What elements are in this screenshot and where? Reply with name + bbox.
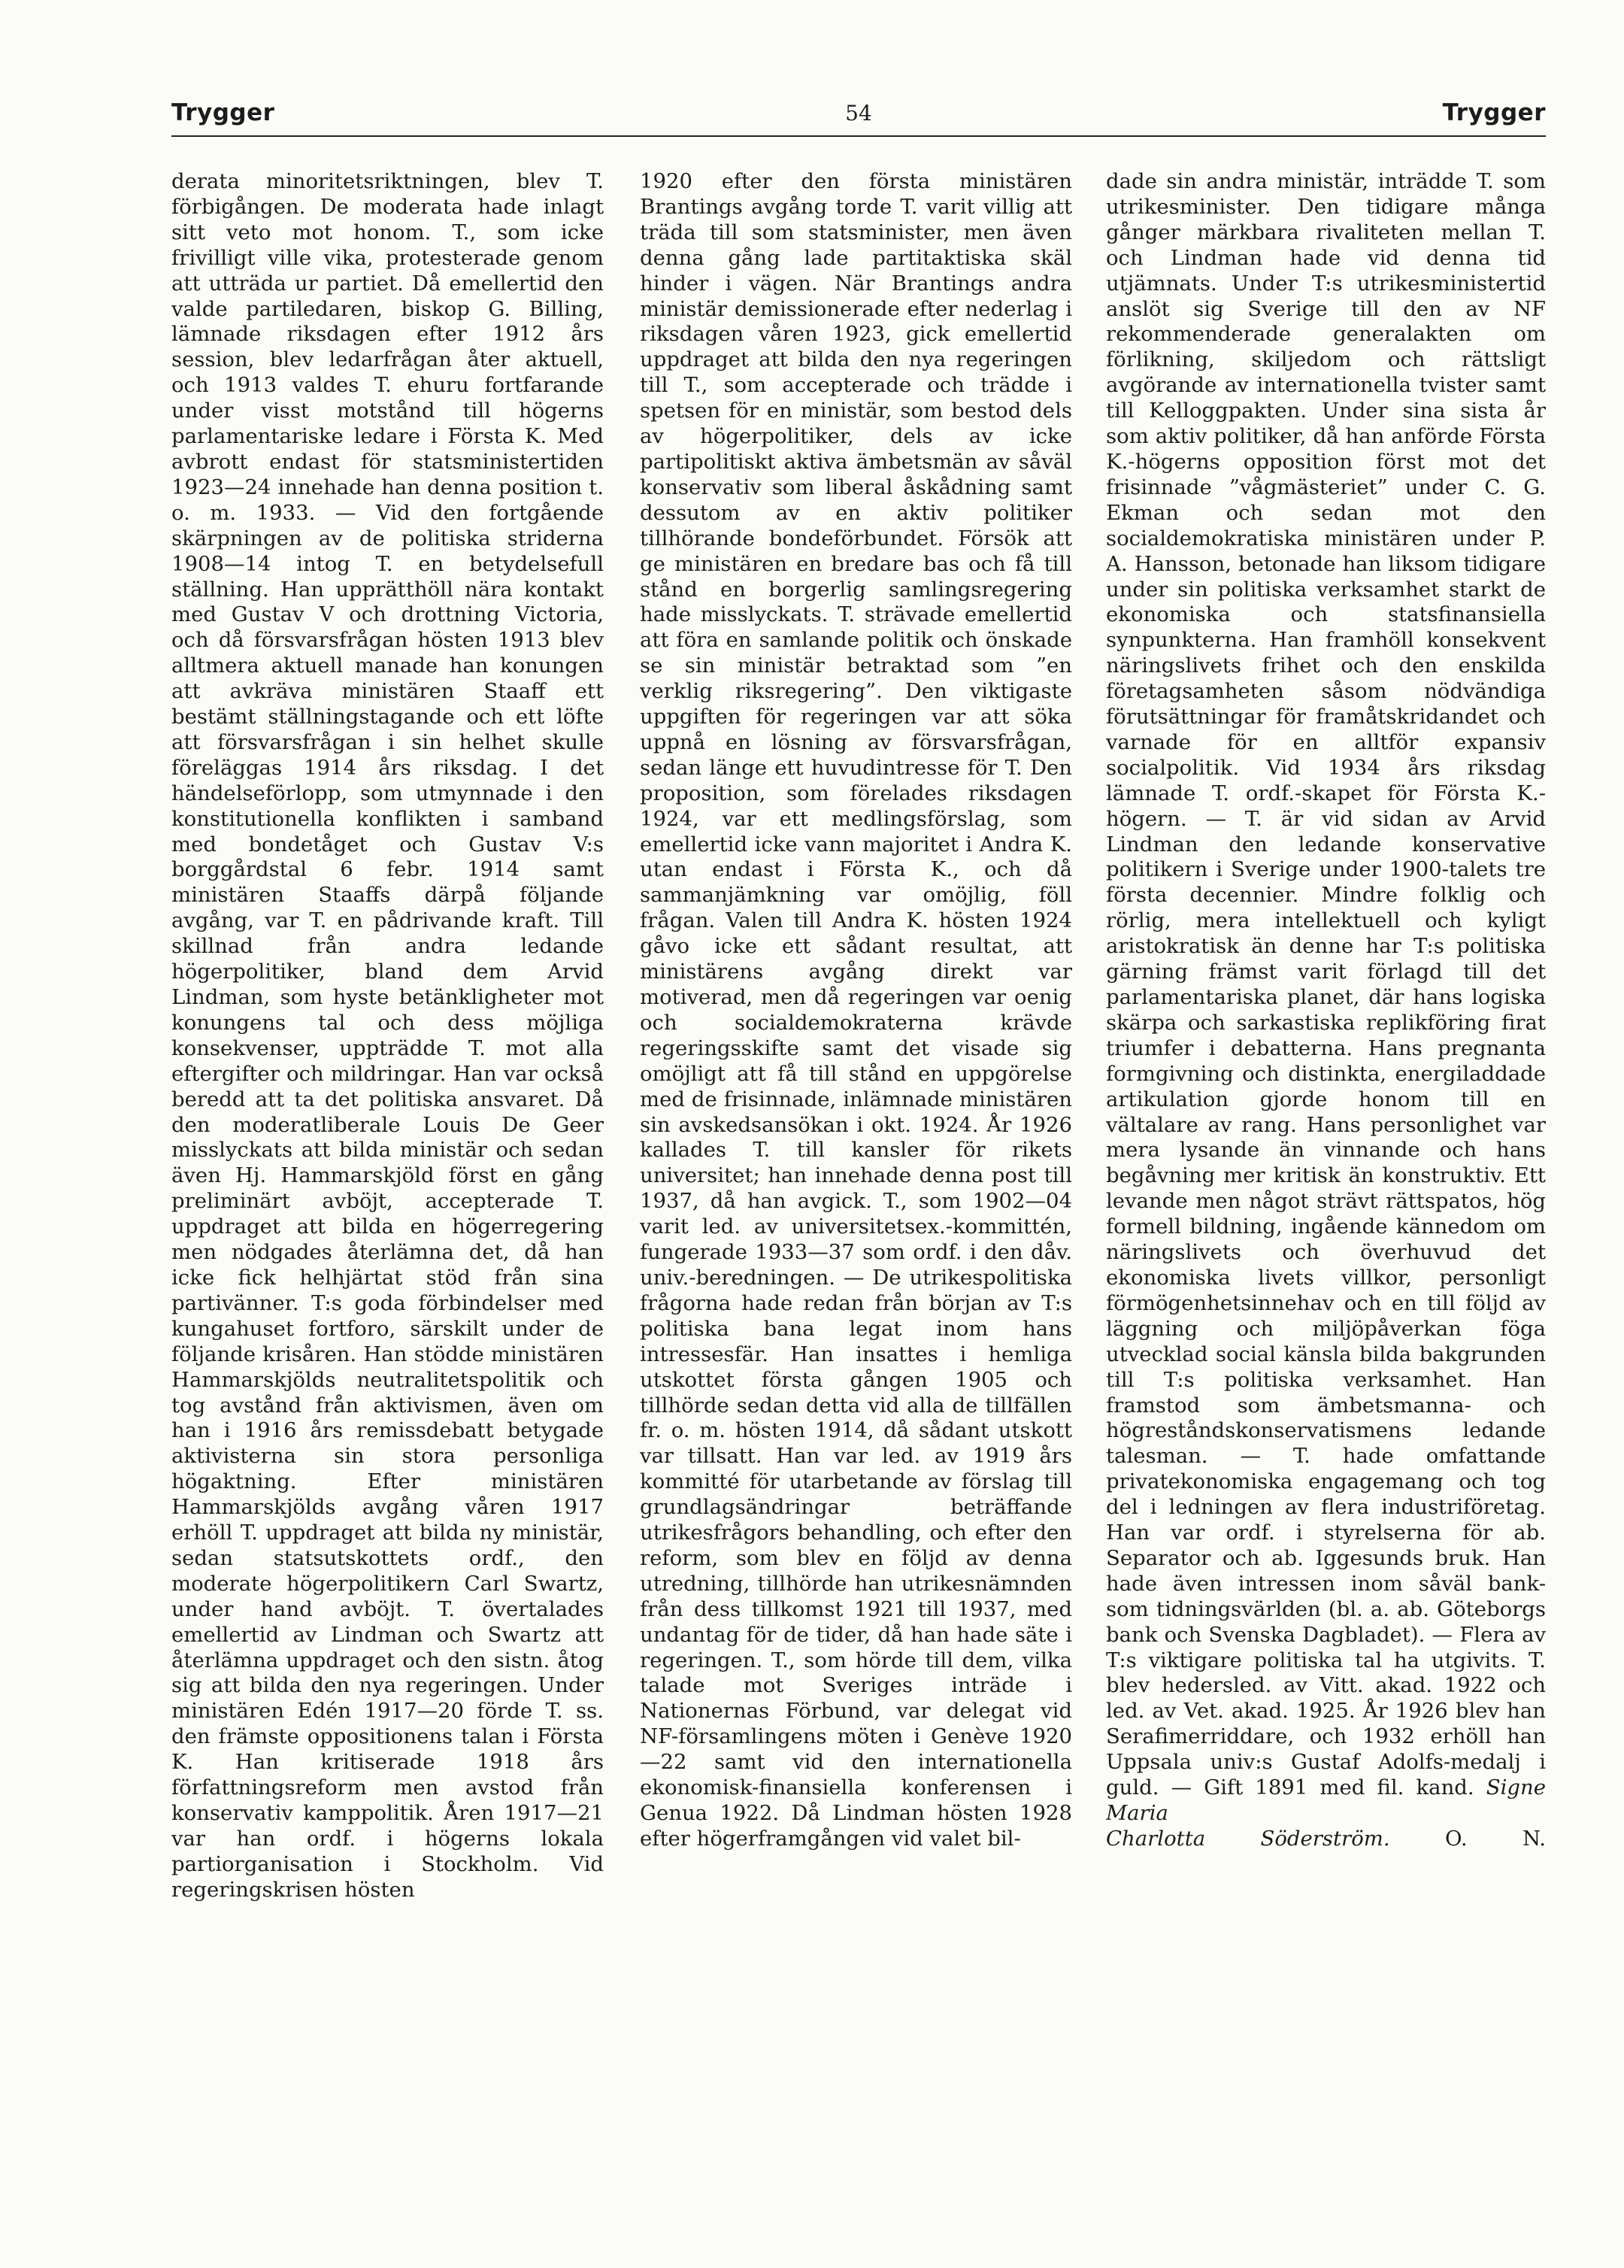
- column-3-text: dade sin andra ministär, inträdde T. som utrikesminister. Den tidigare många gånger märkbara rivaliteten mellan T. och Lindman hade vid denna tid utjämnats. Under T:s utrikesministertid anslöt sig Sverige till den av NF rekommenderade generalakten om förlikning, skiljedom och rättsligt avgörande av internationella tvister samt till Kelloggpakten. Under sina sista år som aktiv politiker, då han anförde Första K.-högerns opposition först mot det frisinnade ”vågmästeriet” under C. G. Ekman och sedan mot den socialdemokratiska ministären under P. A. Hansson, betonade han liksom tidigare under sin politiska verksamhet starkt de ekonomiska och statsfinansiella synpunkterna. Han framhöll konsekvent näringslivets frihet och den enskilda företagsamheten såsom nödvändiga förutsättningar för framåtskridandet och varnade för en alltför expansiv socialpolitik. Vid 1934 års riksdag lämnade T. ordf.-skapet för Första K.-högern. — T. är vid sidan av Arvid Lindman den ledande konservative politikern i Sverige under 1900-talets tre första decennier. Mindre folklig och rörlig, mera intellektuell och kyligt aristokratisk än denne har T:s politiska gärning främst varit förlagd till det parlamentariska planet, där hans logiska skärpa och sarkastiska replikföring firat triumfer i debatterna. Hans pregnanta formgivning och distinkta, energiladdade artikulation gjorde honom till en vältalare av rang. Hans personlighet var mera lysande än vinnande och hans begåvning mer kritisk än konstruktiv. Ett levande men något strävt rättspatos, hög formell bildning, ingående kännedom om näringslivets och överhuvud det ekonomiska livets villkor, personligt förmögenhetsinnehav och en till följd av läggning och miljöpåverkan föga utvecklad social känsla bilda bakgrunden till T:s politiska verksamhet. Han framstod som ämbetsmanna- och högreståndskonservatismens ledande talesman. — T. hade omfattande privatekonomiska engagemang och tog del i ledningen av flera industriföretag. Han var ordf. i styrelserna för ab. Separator och ab. Iggesunds bruk. Han hade även intressen inom såväl bank- som tidningsvärlden (bl. a. ab. Göteborgs bank och Svenska Dagbladet). — Flera av T:s viktigare politiska tal ha utgivits. T. blev hedersled. av Vitt. akad. 1922 och led. av Vet. akad. 1925. År 1926 blev han Serafimerriddare, och 1932 erhöll han Uppsala univ:s Gustaf Adolfs-medalj i guld. — Gift 1891 med fil. kand.: [1106, 169, 1546, 1800]
- signature-line: [1106, 1827, 1546, 1852]
- author-signature: O. N.: [1444, 1826, 1546, 1851]
- running-head-right: Trygger: [1442, 99, 1546, 126]
- running-head-left: Trygger: [171, 99, 275, 126]
- text-column-2: [640, 169, 1072, 2245]
- page-number: 54: [845, 101, 872, 126]
- header-rule: [171, 135, 1546, 137]
- column-2-text: 1920 efter den första ministären Brantings avgång torde T. varit villig att träda till som statsminister, men även denna gång lade partitaktiska skäl hinder i vägen. När Brantings andra ministär demissionerade efter nederlag i riksdagen våren 1923, gick emellertid uppdraget att bilda den nya regeringen till T., som accepterade och trädde i spetsen för en ministär, som bestod dels av högerpolitiker, dels av icke partipolitiskt aktiva ämbetsmän av såväl konservativ som liberal åskådning samt dessutom av en aktiv politiker tillhörande bondeförbundet. Försök att ge ministären en bredare bas och få till stånd en borgerlig samlingsregering hade misslyckats. T. strävade emellertid att föra en samlande politik och önskade se sin ministär betraktad som ”en verklig riksregering”. Den viktigaste uppgiften för regeringen var att söka uppnå en lösning av försvarsfrågan, sedan länge ett huvudintresse för T. Den proposition, som förelades riksdagen 1924, var ett medlingsförslag, som emellertid icke vann majoritet i Andra K. utan endast i Första K., och då sammanjämkning var omöjlig, föll frågan. Valen till Andra K. hösten 1924 gåvo icke ett sådant resultat, att ministärens avgång direkt var motiverad, men då regeringen var oenig och socialdemokraterna krävde regeringsskifte samt det visade sig omöjligt att få till stånd en uppgörelse med de frisinnade, inlämnade ministären sin avskedsansökan i okt. 1924. År 1926 kallades T. till kansler för rikets universitet; han innehade denna post till 1937, då han avgick. T., som 1902—04 varit led. av universitetsex.-kommittén, fungerade 1933—37 som ordf. i den dåv. univ.-beredningen. — De utrikespolitiska frågorna hade redan från början av T:s politiska bana legat inom hans intressesfär. Han insattes i hemliga utskottet första gången 1905 och tillhörde sedan detta vid alla de tillfällen fr. o. m. hösten 1914, då sådant utskott var tillsatt. Han var led. av 1919 års kommitté för utarbetande av förslag till grundlagsändringar beträffande utrikesfrågors behandling, och efter den reform, som blev en följd av denna utredning, tillhörde han utrikesnämnden från dess tillkomst 1921 till 1937, med undantag för de tider, då han hade säte i regeringen. T., som hörde till dem, vilka talade mot Sveriges inträde i Nationernas Förbund, var delegat vid NF-församlingens möten i Genève 1920—22 samt vid den internationella ekonomisk-finansiella konferensen i Genua 1922. Då Lindman hösten 1928 efter högerframgången vid valet bil-: [640, 169, 1072, 1851]
- spouse-name-first: Signe Maria: [1106, 1775, 1546, 1825]
- text-column-3: [1106, 169, 1546, 2245]
- spouse-name-last: Charlotta Söderström.: [1106, 1826, 1390, 1851]
- column-1-text: derata minoritetsriktningen, blev T. förbigången. De moderata hade inlagt sitt veto mot honom. T., som icke frivilligt ville vika, protesterade genom att utträda ur partiet. Då emellertid den valde partiledaren, biskop G. Billing, lämnade riksdagen efter 1912 års session, blev ledarfrågan åter aktuell, och 1913 valdes T. ehuru fortfarande under visst motstånd till högerns parlamentariske ledare i Första K. Med avbrott endast för statsministertiden 1923—24 innehade han denna position t. o. m. 1933. — Vid den fortgående skärpningen av de politiska striderna 1908—14 intog T. en betydelsefull ställning. Han upprätthöll nära kontakt med Gustav V och drottning Victoria, och då försvarsfrågan hösten 1913 blev alltmera aktuell manade han konungen att avkräva ministären Staaff ett bestämt ställningstagande och ett löfte att försvarsfrågan i sin helhet skulle föreläggas 1914 års riksdag. I det händelseförlopp, som utmynnade i den konstitutionella konflikten i samband med bondetåget och Gustav V:s borggårdstal 6 febr. 1914 samt ministären Staaffs därpå följande avgång, var T. en pådrivande kraft. Till skillnad från andra ledande högerpolitiker, bland dem Arvid Lindman, som hyste betänkligheter mot konungens tal och dess möjliga konsekvenser, uppträdde T. mot alla eftergifter och mildringar. Han var också beredd att ta det politiska ansvaret. Då den moderatliberale Louis De Geer misslyckats att bilda ministär och sedan även Hj. Hammarskjöld först en gång preliminärt avböjt, accepterade T. uppdraget att bilda en högerregering men nödgades återlämna det, då han icke fick helhjärtat stöd från sina partivänner. T:s goda förbindelser med kungahuset fortforo, särskilt under de följande krisåren. Han stödde ministären Hammarskjölds neutralitetspolitik och tog avstånd från aktivismen, även om han i 1916 års remissdebatt betygade aktivisterna sin stora personliga högaktning. Efter ministären Hammarskjölds avgång våren 1917 erhöll T. uppdraget att bilda ny ministär, sedan statsutskottets ordf., den moderate högerpolitikern Carl Swartz, under hand avböjt. T. övertalades emellertid av Lindman och Swartz att återlämna uppdraget och den sistn. åtog sig att bilda den nya regeringen. Under ministären Edén 1917—20 förde T. ss. den främste oppositionens talan i Första K. Han kritiserade 1918 års författningsreform men avstod från konservativ kamppolitik. Åren 1917—21 var han ordf. i högerns lokala partiorganisation i Stockholm. Vid regeringskrisen hösten: [171, 169, 604, 1902]
- text-column-1: [171, 169, 604, 2245]
